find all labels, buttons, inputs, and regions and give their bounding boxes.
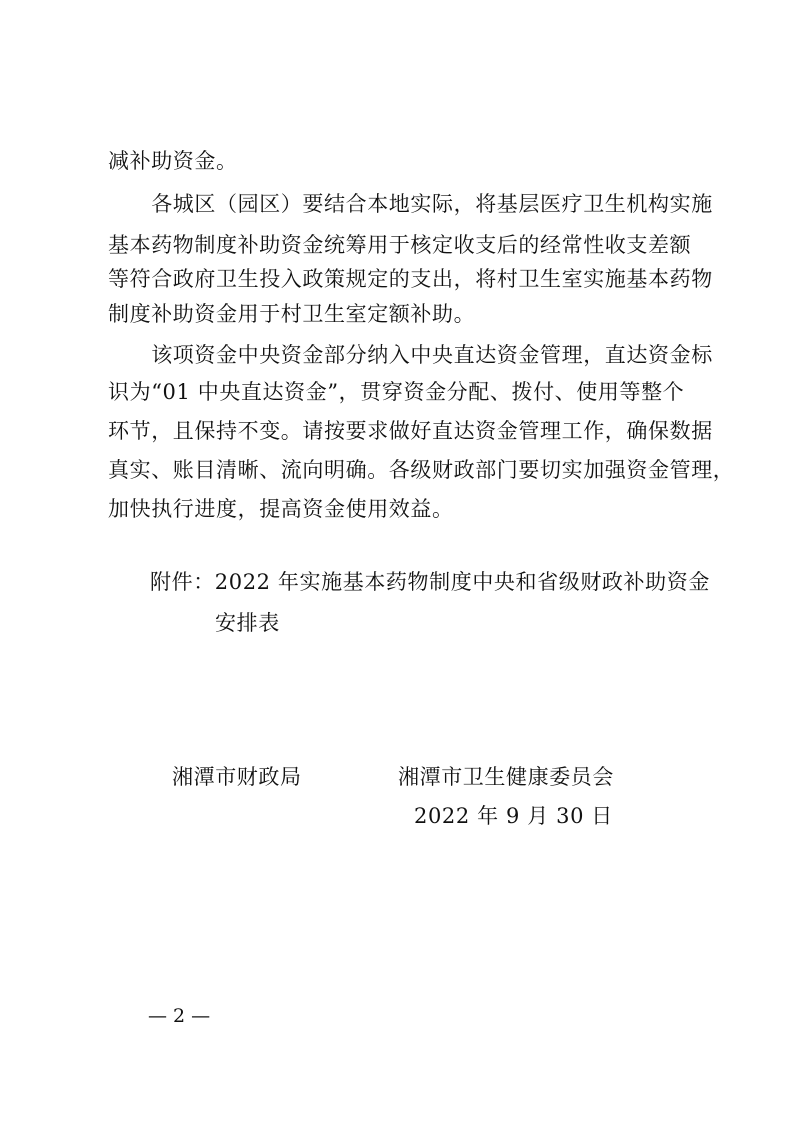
attachment-line-1: 附件：2022 年实施基本药物制度中央和省级财政补助资金 [150,570,710,594]
signature-org-finance: 湘潭市财政局 [172,765,302,789]
body-line-3: 基本药物制度补助资金统筹用于核定收支后的经常性收支差额 [108,233,692,257]
body-line-8: 环节，且保持不变。请按要求做好直达资金管理工作，确保数据 [108,419,713,443]
signature-org-health: 湘潭市卫生健康委员会 [398,765,614,789]
body-line-5: 制度补助资金用于村卫生室定额补助。 [108,302,476,326]
body-line-7: 识为“01 中央直达资金”，贯穿资金分配、拨付、使用等整个 [108,380,685,404]
body-line-4: 等符合政府卫生投入政策规定的支出，将村卫生室实施基本药物 [108,267,713,291]
body-line-6: 该项资金中央资金部分纳入中央直达资金管理，直达资金标 [108,343,713,367]
attachment-line-2: 安排表 [215,611,280,635]
body-line-9: 真实、账目清晰、流向明确。各级财政部门要切实加强资金管理， [108,458,735,482]
body-line-1: 减补助资金。 [108,149,238,173]
body-line-2: 各城区（园区）要结合本地实际，将基层医疗卫生机构实施 [108,192,713,216]
body-line-10: 加快执行进度，提高资金使用效益。 [108,497,454,521]
page-number: — 2 — [148,1005,211,1027]
signature-date: 2022 年 9 月 30 日 [414,804,613,828]
